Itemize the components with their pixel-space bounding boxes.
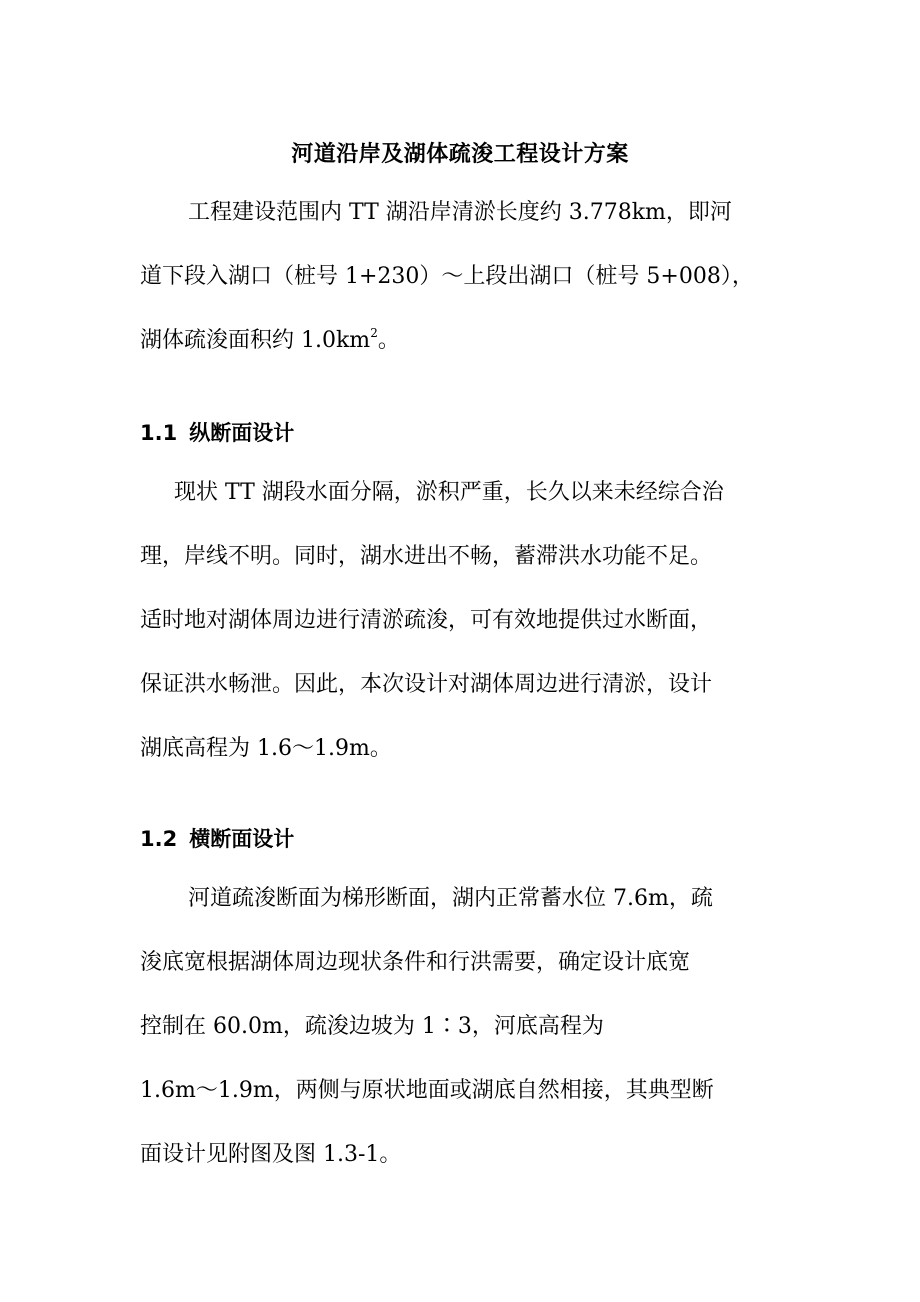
paragraph-line: 1.6m～1.9m，两侧与原状地面或湖底自然相接，其典型断 (140, 1078, 714, 1103)
intro-line-1: 工程建设范围内 TT 湖沿岸清淤长度约 3.778km，即河 (188, 200, 732, 225)
section-number: 1.2 (140, 827, 178, 851)
section-heading-1-2 (140, 824, 294, 854)
paragraph-line: 控制在 60.0m，疏浚边坡为 1∶3，河底高程为 (140, 1014, 604, 1039)
superscript-2: 2 (370, 325, 378, 340)
section-title: 横断面设计 (189, 827, 295, 851)
paragraph-line: 面设计见附图及图 1.3-1。 (140, 1142, 402, 1167)
paragraph-line: 保证洪水畅泄。因此，本次设计对湖体周边进行清淤，设计 (140, 672, 713, 697)
intro-line-3 (140, 326, 400, 356)
section-heading-1-1 (140, 418, 294, 448)
paragraph-line: 湖底高程为 1.6～1.9m。 (140, 736, 392, 761)
section-number: 1.1 (140, 421, 178, 445)
document-title: 河道沿岸及湖体疏浚工程设计方案 (291, 142, 629, 167)
intro-line-3-end: 。 (377, 328, 400, 353)
paragraph-line: 河道疏浚断面为梯形断面，湖内正常蓄水位 7.6m，疏 (188, 886, 713, 911)
paragraph-line: 理，岸线不明。同时，湖水进出不畅，蓄滞洪水功能不足。 (140, 544, 713, 569)
section-title: 纵断面设计 (189, 421, 295, 445)
intro-line-3-text: 湖体疏浚面积约 1.0km (140, 328, 371, 353)
paragraph-line: 适时地对湖体周边进行清淤疏浚，可有效地提供过水断面， (140, 608, 713, 633)
intro-line-2: 道下段入湖口（桩号 1+230）～上段出湖口（桩号 5+008）， (140, 264, 754, 289)
paragraph-line: 现状 TT 湖段水面分隔，淤积严重，长久以来未经综合治 (174, 480, 724, 505)
paragraph-line: 浚底宽根据湖体周边现状条件和行洪需要，确定设计底宽 (140, 950, 691, 975)
